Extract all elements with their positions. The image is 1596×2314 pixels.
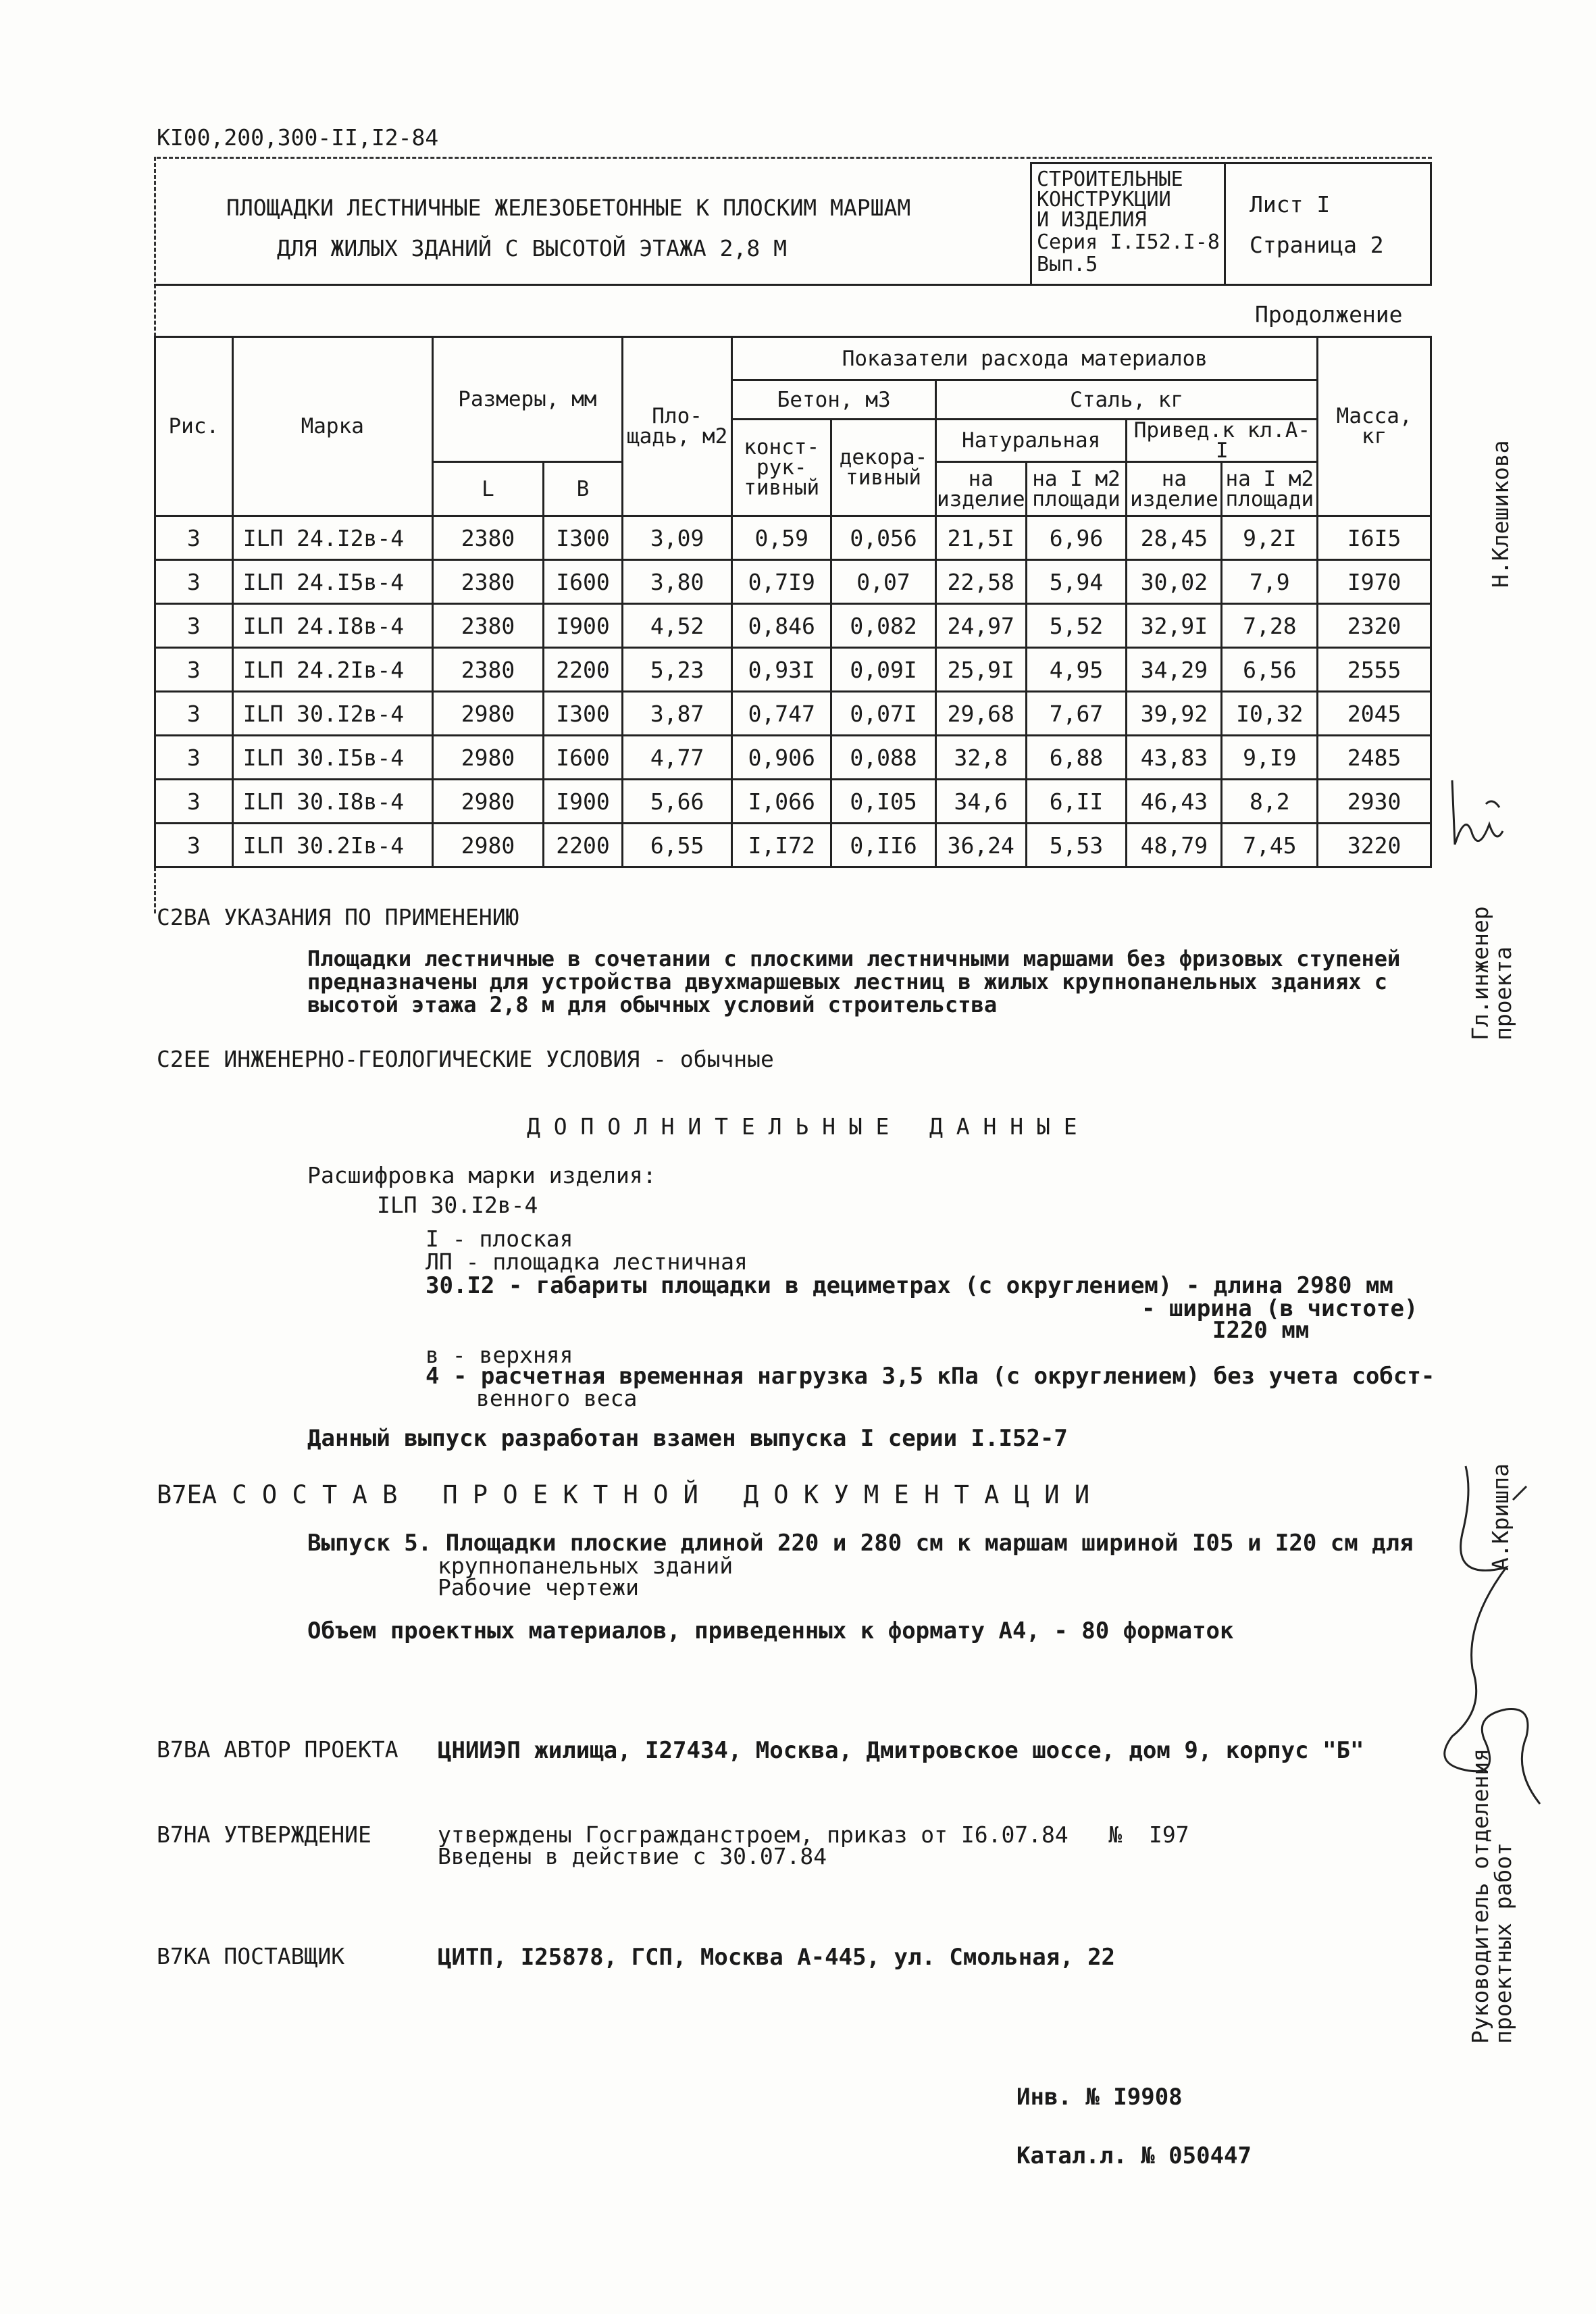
cell-nat-m2: 6,88 <box>1026 736 1127 780</box>
cell-ploshad: 5,23 <box>622 648 731 692</box>
usage-text-line2: предназначены для устройства двухмаршевых лестниц в жилых крупнопанельных зданиях с <box>307 969 1388 995</box>
table-row <box>155 824 1431 867</box>
cell-priv-izd: 28,45 <box>1127 516 1222 560</box>
composition-line2: крупнопанельных зданий <box>438 1553 733 1579</box>
cell-priv-izd: 43,83 <box>1127 736 1222 780</box>
cell-priv-m2: 7,45 <box>1222 824 1318 867</box>
materials-table <box>154 336 1432 868</box>
usage-text-line3: высотой этажа 2,8 м для обычных условий строительства <box>307 992 998 1017</box>
composition-line1: Выпуск 5. Площадки плоские длиной 220 и 280 см к маршам шириной I05 и I20 см для <box>307 1530 1414 1557</box>
cell-priv-izd: 39,92 <box>1127 692 1222 736</box>
cell-ris: 3 <box>155 736 233 780</box>
decode-example: ILП 30.I2в-4 <box>377 1192 538 1218</box>
header-L: L <box>432 462 543 516</box>
cell-B: I300 <box>544 516 623 560</box>
cell-priv-m2: 7,9 <box>1222 560 1318 604</box>
cell-dekor: 0,09I <box>831 648 936 692</box>
cell-massa: 2555 <box>1318 648 1431 692</box>
header-konstr: конст- рук- тивный <box>732 420 831 516</box>
cell-nat-izd: 34,6 <box>935 780 1026 824</box>
cell-marka: ILП 24.I5в-4 <box>232 560 432 604</box>
decode-item-6: в - верхняя <box>426 1342 573 1368</box>
cell-priv-m2: 7,28 <box>1222 604 1318 648</box>
geology-line: С2ЕЕ ИНЖЕНЕРНО-ГЕОЛОГИЧЕСКИЕ УСЛОВИЯ - обычные <box>157 1046 774 1072</box>
usage-text-line1: Площадки лестничные в сочетании с плоскими лестничными маршами без фризовых ступеней <box>307 946 1401 972</box>
cell-massa: I970 <box>1318 560 1431 604</box>
sheet-number: Лист I <box>1250 191 1331 218</box>
cell-marka: ILП 24.I8в-4 <box>232 604 432 648</box>
cell-dekor: 0,07 <box>831 560 936 604</box>
header-dekor: декора- тивный <box>831 420 936 516</box>
sheet-box-top <box>1030 162 1432 164</box>
role-department-head: Руководитель отделения проектных работ <box>1467 1748 1516 2044</box>
document-title-line1: ПЛОЩАДКИ ЛЕСТНИЧНЫЕ ЖЕЛЕЗОБЕТОННЫЕ К ПЛОСКИМ МАРШАМ <box>226 195 911 221</box>
cell-marka: ILП 24.I2в-4 <box>232 516 432 560</box>
header-ris: Рис. <box>155 337 233 516</box>
cell-massa: I6I5 <box>1318 516 1431 560</box>
table-row <box>155 736 1431 780</box>
cell-massa: 2930 <box>1318 780 1431 824</box>
cell-konstr: I,066 <box>732 780 831 824</box>
signature-1-icon <box>1439 770 1520 858</box>
cell-priv-m2: 9,I9 <box>1222 736 1318 780</box>
table-row <box>155 648 1431 692</box>
frame-top-line <box>157 157 1432 159</box>
document-title-line2: ДЛЯ ЖИЛЫХ ЗДАНИЙ С ВЫСОТОЙ ЭТАЖА 2,8 М <box>277 235 787 261</box>
role-chief-engineer: Гл.инженер проекта <box>1467 906 1516 1040</box>
cell-dekor: 0,II6 <box>831 824 936 867</box>
cell-konstr: 0,7I9 <box>732 560 831 604</box>
cell-dekor: 0,082 <box>831 604 936 648</box>
cell-marka: ILП 24.2Iв-4 <box>232 648 432 692</box>
approval-label: В7НА УТВЕРЖДЕНИЕ <box>157 1821 371 1848</box>
cell-massa: 2045 <box>1318 692 1431 736</box>
cell-B: 2200 <box>544 824 623 867</box>
table-row <box>155 560 1431 604</box>
frame-right-line <box>1430 162 1432 284</box>
cell-L: 2980 <box>432 780 543 824</box>
classifier-issue: Вып.5 <box>1037 253 1098 276</box>
cell-ris: 3 <box>155 516 233 560</box>
header-B: В <box>544 462 623 516</box>
header-ploshad: Пло- щадь, м2 <box>622 337 731 516</box>
cell-ris: 3 <box>155 824 233 867</box>
header-marka: Марка <box>232 337 432 516</box>
cell-massa: 3220 <box>1318 824 1431 867</box>
cell-dekor: 0,07I <box>831 692 936 736</box>
decode-item-2: ЛП - площадка лестничная <box>426 1249 748 1275</box>
cell-priv-izd: 32,9I <box>1127 604 1222 648</box>
cell-massa: 2485 <box>1318 736 1431 780</box>
cell-konstr: 0,906 <box>732 736 831 780</box>
usage-title: С2ВА УКАЗАНИЯ ПО ПРИМЕНЕНИЮ <box>157 904 519 930</box>
cell-nat-m2: 7,67 <box>1026 692 1127 736</box>
cell-B: 2200 <box>544 648 623 692</box>
cell-ris: 3 <box>155 648 233 692</box>
cell-nat-izd: 36,24 <box>935 824 1026 867</box>
cell-B: I300 <box>544 692 623 736</box>
table-row <box>155 516 1431 560</box>
header-massa: Масса, кг <box>1318 337 1431 516</box>
continuation-label: Продолжение <box>1255 301 1403 328</box>
cell-dekor: 0,056 <box>831 516 936 560</box>
cell-priv-m2: 6,56 <box>1222 648 1318 692</box>
cell-marka: ILП 30.I8в-4 <box>232 780 432 824</box>
decode-item-8: венного веса <box>476 1385 638 1411</box>
table-row <box>155 692 1431 736</box>
cell-B: I900 <box>544 604 623 648</box>
cell-konstr: 0,846 <box>732 604 831 648</box>
cell-marka: ILП 30.2Iв-4 <box>232 824 432 867</box>
author-value: ЦНИИЭП жилища, I27434, Москва, Дмитровское шоссе, дом 9, корпус "Б" <box>438 1737 1364 1764</box>
decode-item-1: I - плоская <box>426 1226 573 1252</box>
cell-konstr: I,I72 <box>732 824 831 867</box>
decode-item-5: I220 мм <box>1212 1317 1310 1344</box>
cell-nat-izd: 25,9I <box>935 648 1026 692</box>
cell-nat-m2: 6,96 <box>1026 516 1127 560</box>
cell-ris: 3 <box>155 780 233 824</box>
cell-L: 2980 <box>432 692 543 736</box>
cell-nat-izd: 24,97 <box>935 604 1026 648</box>
cell-nat-m2: 5,94 <box>1026 560 1127 604</box>
cell-nat-m2: 5,52 <box>1026 604 1127 648</box>
classifier-series: Серия I.I52.I-8 <box>1037 230 1220 254</box>
cell-ploshad: 3,09 <box>622 516 731 560</box>
composition-line3: Рабочие чертежи <box>438 1574 640 1601</box>
document-code: KI00,200,300-II,I2-84 <box>157 124 439 151</box>
page-number: Страница 2 <box>1250 232 1384 258</box>
cell-nat-izd: 22,58 <box>935 560 1026 604</box>
cell-nat-izd: 21,5I <box>935 516 1026 560</box>
classifier-line2: КОНСТРУКЦИИ <box>1037 188 1171 211</box>
cell-ploshad: 4,52 <box>622 604 731 648</box>
header-na-izd: на изделие <box>935 462 1026 516</box>
cell-L: 2380 <box>432 560 543 604</box>
cell-nat-m2: 5,53 <box>1026 824 1127 867</box>
approval-line2: Введены в действие с 30.07.84 <box>438 1843 827 1869</box>
decode-item-7: 4 - расчетная временная нагрузка 3,5 кПа (с округлением) без учета собст- <box>426 1363 1435 1390</box>
author-label: В7ВА АВТОР ПРОЕКТА <box>157 1736 398 1763</box>
cell-priv-izd: 30,02 <box>1127 560 1222 604</box>
composition-heading: В7ЕА С О С Т А В П Р О Е К Т Н О Й Д О К У М Е Н Т А Ц И И <box>157 1480 1090 1509</box>
cell-L: 2980 <box>432 736 543 780</box>
cell-B: I900 <box>544 780 623 824</box>
header-pokazateli: Показатели расхода материалов <box>732 337 1318 380</box>
replacement-note: Данный выпуск разработан взамен выпуска I серии I.I52-7 <box>307 1425 1068 1452</box>
title-divider <box>1030 162 1032 284</box>
cell-dekor: 0,I05 <box>831 780 936 824</box>
header-na-m2: на I м2 площади <box>1026 462 1127 516</box>
signatory-krishpa: А.Кришпа <box>1487 1463 1514 1571</box>
inventory-number: Инв. № I9908 <box>1016 2084 1183 2111</box>
classifier-line3: И ИЗДЕЛИЯ <box>1037 208 1147 232</box>
cell-B: I600 <box>544 736 623 780</box>
cell-konstr: 0,59 <box>732 516 831 560</box>
header-razmery: Размеры, мм <box>432 337 622 462</box>
cell-marka: ILП 30.I2в-4 <box>232 692 432 736</box>
signature-2-icon <box>1425 1453 1560 1831</box>
cell-konstr: 0,93I <box>732 648 831 692</box>
cell-ris: 3 <box>155 692 233 736</box>
supplier-label: В7КА ПОСТАВЩИК <box>157 1943 345 1969</box>
cell-L: 2980 <box>432 824 543 867</box>
signatory-klemikova: Н.Клешикова <box>1487 440 1514 588</box>
cell-priv-izd: 34,29 <box>1127 648 1222 692</box>
cell-priv-m2: 8,2 <box>1222 780 1318 824</box>
header-priv: Привед.к кл.А-I <box>1127 420 1318 462</box>
decode-title: Расшифровка марки изделия: <box>307 1162 657 1188</box>
supplier-value: ЦИТП, I25878, ГСП, Москва А-445, ул. Смольная, 22 <box>438 1944 1116 1971</box>
cell-L: 2380 <box>432 648 543 692</box>
cell-ris: 3 <box>155 604 233 648</box>
cell-nat-m2: 6,II <box>1026 780 1127 824</box>
header-na-izd-2: на изделие <box>1127 462 1222 516</box>
cell-marka: ILП 30.I5в-4 <box>232 736 432 780</box>
cell-ris: 3 <box>155 560 233 604</box>
composition-volume: Объем проектных материалов, приведенных к формату А4, - 80 форматок <box>307 1617 1234 1644</box>
approval-line1: утверждены Госгражданстроем, приказ от I6.07.84 № I97 <box>438 1821 1189 1848</box>
table-row <box>155 604 1431 648</box>
cell-nat-m2: 4,95 <box>1026 648 1127 692</box>
cell-ploshad: 3,80 <box>622 560 731 604</box>
cell-L: 2380 <box>432 604 543 648</box>
cell-B: I600 <box>544 560 623 604</box>
table-row <box>155 780 1431 824</box>
classifier-line1: СТРОИТЕЛЬНЫЕ <box>1037 168 1183 191</box>
cell-konstr: 0,747 <box>732 692 831 736</box>
cell-dekor: 0,088 <box>831 736 936 780</box>
decode-item-4: - ширина (в чистоте) <box>1141 1295 1418 1322</box>
cell-priv-izd: 46,43 <box>1127 780 1222 824</box>
catalogue-sheet-number: Катал.л. № 050447 <box>1016 2142 1252 2169</box>
cell-ploshad: 4,77 <box>622 736 731 780</box>
cell-nat-izd: 32,8 <box>935 736 1026 780</box>
header-bottom-line <box>154 284 1432 286</box>
cell-ploshad: 6,55 <box>622 824 731 867</box>
cell-massa: 2320 <box>1318 604 1431 648</box>
classifier-divider <box>1224 162 1226 284</box>
decode-item-3: 30.I2 - габариты площадки в дециметрах (с округлением) - длина 2980 мм <box>426 1272 1393 1299</box>
additional-heading: Д О П О Л Н И Т Е Л Ь Н Ы Е Д А Н Н Ы Е <box>527 1113 1077 1140</box>
header-stal: Сталь, кг <box>935 380 1317 420</box>
cell-priv-izd: 48,79 <box>1127 824 1222 867</box>
header-natur: Натуральная <box>935 420 1127 462</box>
cell-nat-izd: 29,68 <box>935 692 1026 736</box>
header-beton: Бетон, м3 <box>732 380 936 420</box>
cell-ploshad: 3,87 <box>622 692 731 736</box>
header-na-m2-2: на I м2 площади <box>1222 462 1318 516</box>
cell-priv-m2: 9,2I <box>1222 516 1318 560</box>
cell-ploshad: 5,66 <box>622 780 731 824</box>
cell-priv-m2: I0,32 <box>1222 692 1318 736</box>
cell-L: 2380 <box>432 516 543 560</box>
